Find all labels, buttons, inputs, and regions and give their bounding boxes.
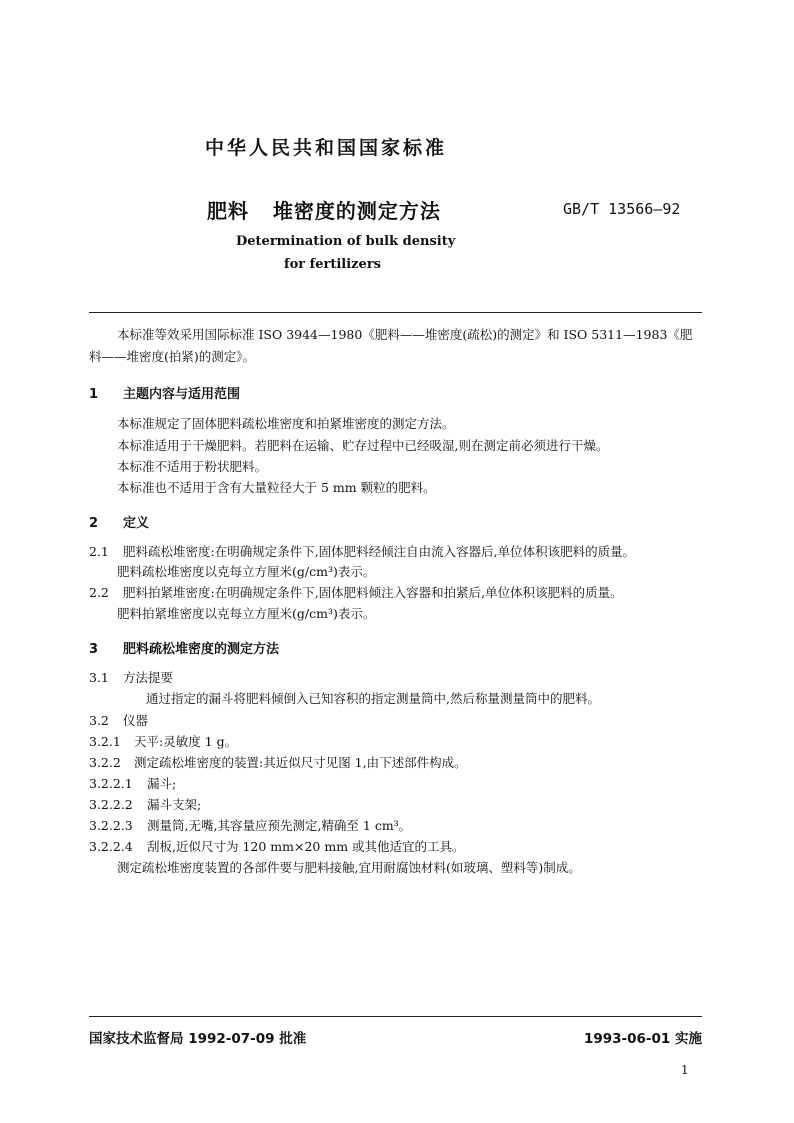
section-1-line-3: 本标准不适用于粉状肥料。 — [117, 459, 268, 474]
section-title: 定义 — [123, 516, 150, 531]
section-number: 1 — [89, 387, 99, 402]
clause-number: 3.2.2.4 — [89, 839, 133, 854]
definition-2-2 — [89, 584, 623, 602]
definition-2-1-unit: 肥料疏松堆密度以克每立方厘米(g/cm³)表示。 — [117, 564, 376, 579]
section-title: 主题内容与适用范围 — [123, 387, 241, 402]
clause-3-2 — [89, 712, 148, 730]
clause-number: 2.2 — [89, 585, 109, 600]
clause-number: 3.2 — [89, 713, 109, 728]
clause-text: 肥料拍紧堆密度:在明确规定条件下,固体肥料倾注入容器和拍紧后,单位体积该肥料的质量。 — [123, 585, 623, 600]
clause-number: 3.1 — [89, 670, 109, 685]
clause-number: 3.2.2.2 — [89, 797, 133, 812]
clause-3-2-2-3 — [89, 817, 411, 835]
clause-title: 仪器 — [123, 713, 149, 728]
intro-line-1: 本标准等效采用国际标准 ISO 3944—1980《肥料——堆密度(疏松)的测定》和 ISO 5311—1983《肥 — [117, 327, 693, 342]
clause-text: 漏斗支架; — [147, 797, 202, 812]
clause-3-2-2-1 — [89, 775, 176, 793]
clause-number: 3.2.1 — [89, 734, 121, 749]
effective-date: 1993-06-01 实施 — [583, 1031, 702, 1047]
section-number: 3 — [89, 642, 99, 657]
section-1-line-4: 本标准也不适用于含有大量粒径大于 5 mm 颗粒的肥料。 — [117, 480, 436, 495]
clause-3-2-2-2 — [89, 796, 201, 814]
english-title-line-2: for fertilizers — [284, 257, 381, 272]
page-number: 1 — [681, 1063, 689, 1077]
section-title: 肥料疏松堆密度的测定方法 — [123, 642, 280, 657]
section-3-note: 测定疏松堆密度装置的各部件要与肥料接触,宜用耐腐蚀材料(如玻璃、塑料等)制成。 — [117, 860, 581, 875]
section-number: 2 — [89, 516, 99, 531]
section-1-heading — [89, 383, 240, 402]
clause-3-1-text: 通过指定的漏斗将肥料倾倒入已知容积的指定测量筒中,然后称量测量筒中的肥料。 — [146, 691, 600, 706]
clause-text: 测量筒,无嘴,其容量应预先测定,精确至 1 cm³。 — [147, 818, 412, 833]
definition-2-1 — [89, 543, 635, 561]
clause-number: 3.2.2.3 — [89, 818, 133, 833]
clause-3-1 — [89, 669, 173, 687]
clause-3-2-2-4 — [89, 838, 465, 856]
clause-number: 2.1 — [89, 544, 109, 559]
clause-text: 肥料疏松堆密度:在明确规定条件下,固体肥料经倾注自由流入容器后,单位体积该肥料的质量。 — [123, 544, 636, 559]
clause-number: 3.2.2.1 — [89, 776, 133, 791]
clause-number: 3.2.2 — [89, 755, 121, 770]
section-2-heading — [89, 512, 149, 531]
clause-3-2-2 — [89, 754, 467, 772]
approval-date: 国家技术监督局 1992-07-09 批准 — [89, 1031, 307, 1047]
section-3-heading — [89, 638, 279, 657]
english-title-line-1: Determination of bulk density — [236, 234, 456, 249]
clause-text: 天平:灵敏度 1 g。 — [134, 734, 238, 749]
org-title: 中华人民共和国国家标准 — [204, 137, 447, 159]
standard-code: GB/T 13566—92 — [563, 200, 681, 218]
header-divider — [89, 312, 702, 313]
section-1-line-1: 本标准规定了固体肥料疏松堆密度和拍紧堆密度的测定方法。 — [117, 416, 455, 431]
clause-3-2-1 — [89, 733, 237, 751]
clause-title: 方法提要 — [123, 670, 174, 685]
definition-2-2-unit: 肥料拍紧堆密度以克每立方厘米(g/cm³)表示。 — [117, 606, 376, 621]
intro-line-2: 料——堆密度(拍紧)的测定》。 — [89, 349, 256, 364]
clause-text: 测定疏松堆密度的装置:其近似尺寸见图 1,由下述部件构成。 — [134, 755, 467, 770]
clause-text: 刮板,近似尺寸为 120 mm×20 mm 或其他适宜的工具。 — [147, 839, 465, 854]
standard-title: 肥料 堆密度的测定方法 — [207, 199, 441, 223]
footer-divider — [89, 1016, 702, 1017]
section-1-line-2: 本标准适用于干燥肥料。若肥料在运输、贮存过程中已经吸湿,则在测定前必须进行干燥。 — [117, 438, 609, 453]
clause-text: 漏斗; — [147, 776, 177, 791]
